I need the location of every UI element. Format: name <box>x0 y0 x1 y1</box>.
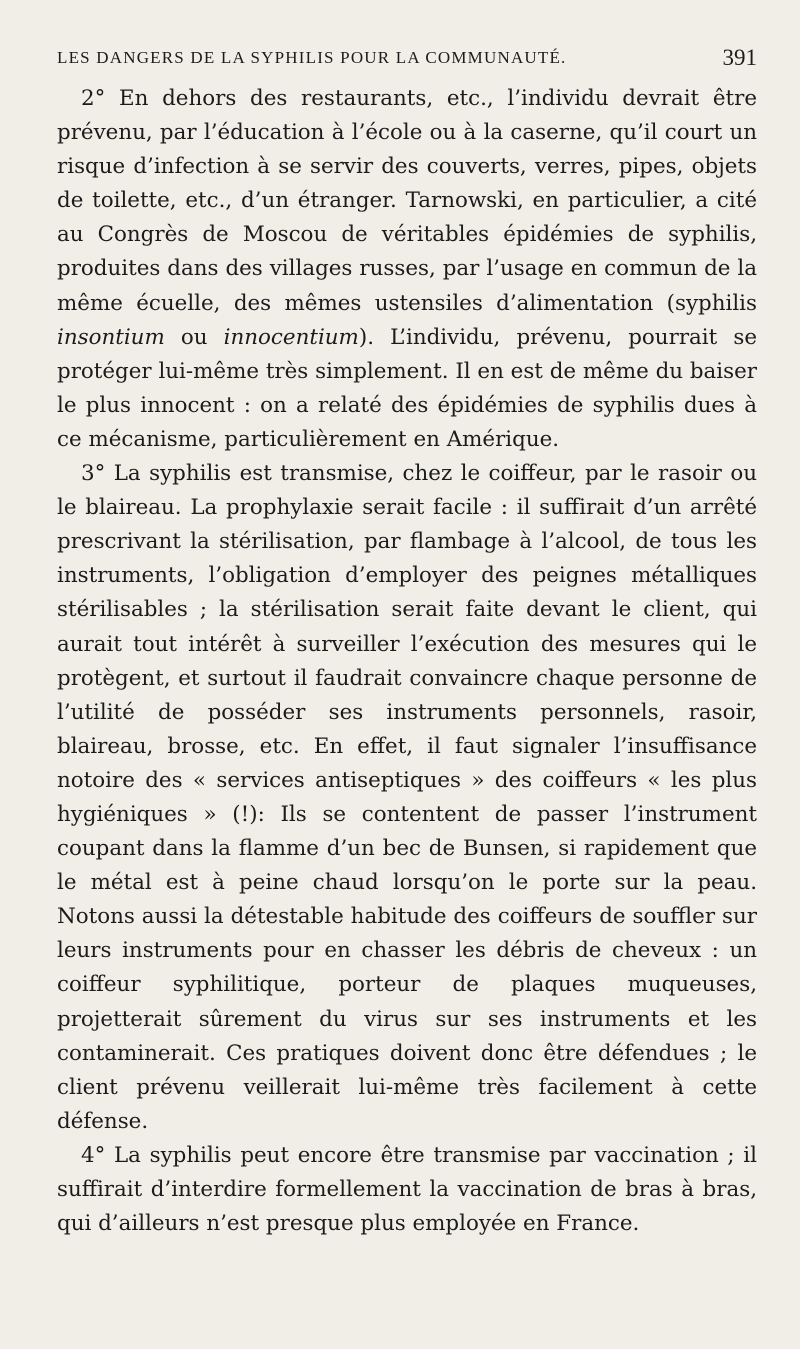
paragraph-3: 3° La syphilis est transmise, chez le coiffeur, par le rasoir ou le blaireau. La prophylaxie serait facile : il suffirait d’un arrêté prescrivant la stérilisation, par flambage à l’alcool, de tous les instruments, l’obligation d’employer des peignes métalliques stérilisables ; la stérilisation serait faite devant le client, qui aurait tout intérêt à surveiller l’exécution des mesures qui le protègent, et surtout il faudrait convaincre chaque personne de l’utilité de posséder ses instruments personnels, rasoir, blaireau, brosse, etc. En effet, il faut signaler l’insuffisance notoire des « services antiseptiques » des coiffeurs « les plus hygiéniques » (!): Ils se contentent de passer l’instrument coupant dans la flamme d’un bec de Bunsen, si rapidement que le métal est à peine chaud lorsqu’on le porte sur la peau. Notons aussi la détestable habitude des coiffeurs de souffler sur leurs instruments pour en chasser les débris de cheveux : un coiffeur syphilitique, porteur de plaques muqueuses, projetterait sûrement du virus sur ses instruments et les contaminerait. Ces pratiques doivent donc être défendues ; le client prévenu veillerait lui-même très facilement à cette défense. <box>57 461 757 1134</box>
italic-term-insontium: insontium <box>57 324 165 350</box>
page-number: 391 <box>722 45 757 70</box>
italic-term-innocentium: innocentium <box>223 324 359 350</box>
paragraph-4: 4° La syphilis peut encore être transmise par vaccination ; il suffirait d’interdire formellement la vaccination de bras à bras, qui d’ailleurs n’est presque plus employée en France. <box>57 1142 757 1237</box>
paragraph-2-text-end: ). L’individu, prévenu, pourrait se protéger lui-même très simplement. Il en est de même du baiser le plus innocent : on a relaté des épidémies de syphilis dues à ce mécanisme, particulièrement en Amérique. <box>57 324 757 452</box>
page-body <box>57 82 757 1241</box>
paragraph-2 <box>57 82 757 457</box>
paragraph-2-text-mid: ou <box>164 324 224 350</box>
paragraph-2-text-start: 2° En dehors des restaurants, etc., l’individu devrait être prévenu, par l’éducation à l’école ou à la caserne, qu’il court un risque d’infection à se servir des couverts, verres, pipes, objets de toilette, etc., d’un étranger. Tarnowski, en particulier, a cité au Congrès de Moscou de véritables épidémies de syphilis, produites dans des villages russes, par l’usage en commun de la même écuelle, des mêmes ustensiles d’alimentation (syphilis <box>57 86 757 316</box>
running-title: LES DANGERS DE LA SYPHILIS POUR LA COMMUNAUTÉ. <box>57 48 567 67</box>
page-header <box>57 40 757 76</box>
